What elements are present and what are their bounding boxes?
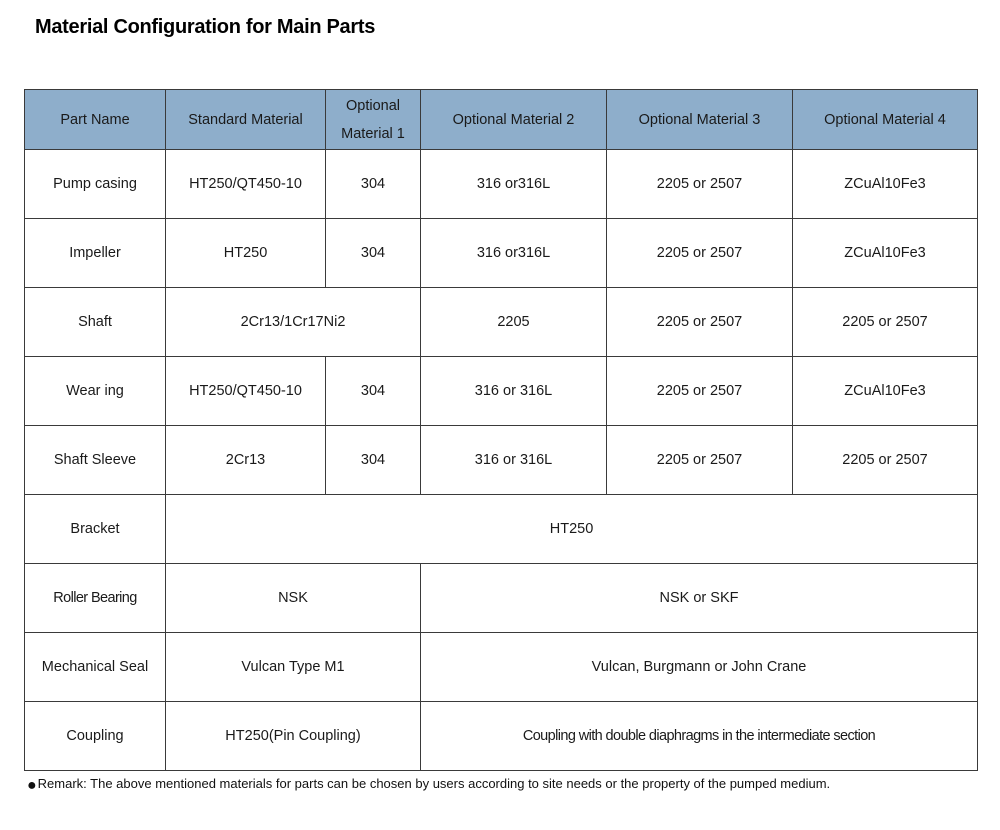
cell-optional-material-4: ZCuAl10Fe3	[793, 150, 978, 219]
table-row-wear-ring	[25, 357, 978, 426]
cell-optional-material-1: 304	[326, 357, 421, 426]
cell-optional-material-4: 2205 or 2507	[793, 288, 978, 357]
cell-optional-material-1: 304	[326, 150, 421, 219]
cell-optional-material-3: 2205 or 2507	[607, 150, 793, 219]
cell-part-name: Bracket	[25, 495, 166, 564]
cell-part-name: Shaft Sleeve	[25, 426, 166, 495]
header-optional-material-3: Optional Material 3	[607, 90, 793, 150]
cell-optional-material-1: 304	[326, 426, 421, 495]
cell-standard-and-optional-1: 2Cr13/1Cr17Ni2	[166, 288, 421, 357]
header-part-name: Part Name	[25, 90, 166, 150]
cell-standard-and-optional-1: HT250(Pin Coupling)	[166, 702, 421, 771]
cell-standard-material: HT250/QT450-10	[166, 357, 326, 426]
cell-part-name: Pump casing	[25, 150, 166, 219]
cell-optional-material-1: 304	[326, 219, 421, 288]
cell-optional-material-3: 2205 or 2507	[607, 357, 793, 426]
table-row-mechanical-seal	[25, 633, 978, 702]
cell-part-name: Mechanical Seal	[25, 633, 166, 702]
cell-optional-material-4: ZCuAl10Fe3	[793, 357, 978, 426]
cell-part-name: Shaft	[25, 288, 166, 357]
table-row-impeller	[25, 219, 978, 288]
cell-optional-material-3: 2205 or 2507	[607, 426, 793, 495]
header-standard-material: Standard Material	[166, 90, 326, 150]
remark-note	[27, 776, 830, 795]
table-row-coupling	[25, 702, 978, 771]
header-optional-material-4: Optional Material 4	[793, 90, 978, 150]
cell-standard-and-optional-1: NSK	[166, 564, 421, 633]
cell-standard-and-optional-1: Vulcan Type M1	[166, 633, 421, 702]
table-row-bracket	[25, 495, 978, 564]
table-row-shaft	[25, 288, 978, 357]
cell-part-name: Roller Bearing	[25, 564, 166, 633]
table-header-row	[25, 90, 978, 150]
table-row-shaft-sleeve	[25, 426, 978, 495]
cell-optional-material-2: 316 or 316L	[421, 357, 607, 426]
header-optional-material-2: Optional Material 2	[421, 90, 607, 150]
cell-optional-material-4: ZCuAl10Fe3	[793, 219, 978, 288]
cell-optional-material-2: 316 or 316L	[421, 426, 607, 495]
table-row-pump-casing	[25, 150, 978, 219]
cell-standard-material: HT250	[166, 219, 326, 288]
cell-standard-material: 2Cr13	[166, 426, 326, 495]
page-title: Material Configuration for Main Parts	[35, 16, 376, 38]
cell-optional-materials: NSK or SKF	[421, 564, 978, 633]
cell-all-materials: HT250	[166, 495, 978, 564]
cell-optional-material-3: 2205 or 2507	[607, 288, 793, 357]
cell-optional-material-2: 316 or316L	[421, 219, 607, 288]
cell-optional-material-2: 316 or316L	[421, 150, 607, 219]
cell-part-name: Coupling	[25, 702, 166, 771]
cell-optional-material-3: 2205 or 2507	[607, 219, 793, 288]
remark-text: Remark: The above mentioned materials for parts can be chosen by users according to site needs or the property of the pumped medium.	[37, 776, 831, 791]
cell-optional-materials: Coupling with double diaphragms in the intermediate section	[421, 702, 978, 771]
material-table	[24, 89, 978, 771]
header-optional-material-1: Optional Material 1	[326, 90, 421, 150]
cell-standard-material: HT250/QT450-10	[166, 150, 326, 219]
cell-part-name: Wear ing	[25, 357, 166, 426]
bullet-icon: ●	[27, 777, 37, 794]
cell-optional-material-2: 2205	[421, 288, 607, 357]
cell-optional-material-4: 2205 or 2507	[793, 426, 978, 495]
cell-part-name: Impeller	[25, 219, 166, 288]
cell-optional-materials: Vulcan, Burgmann or John Crane	[421, 633, 978, 702]
table-row-roller-bearing	[25, 564, 978, 633]
